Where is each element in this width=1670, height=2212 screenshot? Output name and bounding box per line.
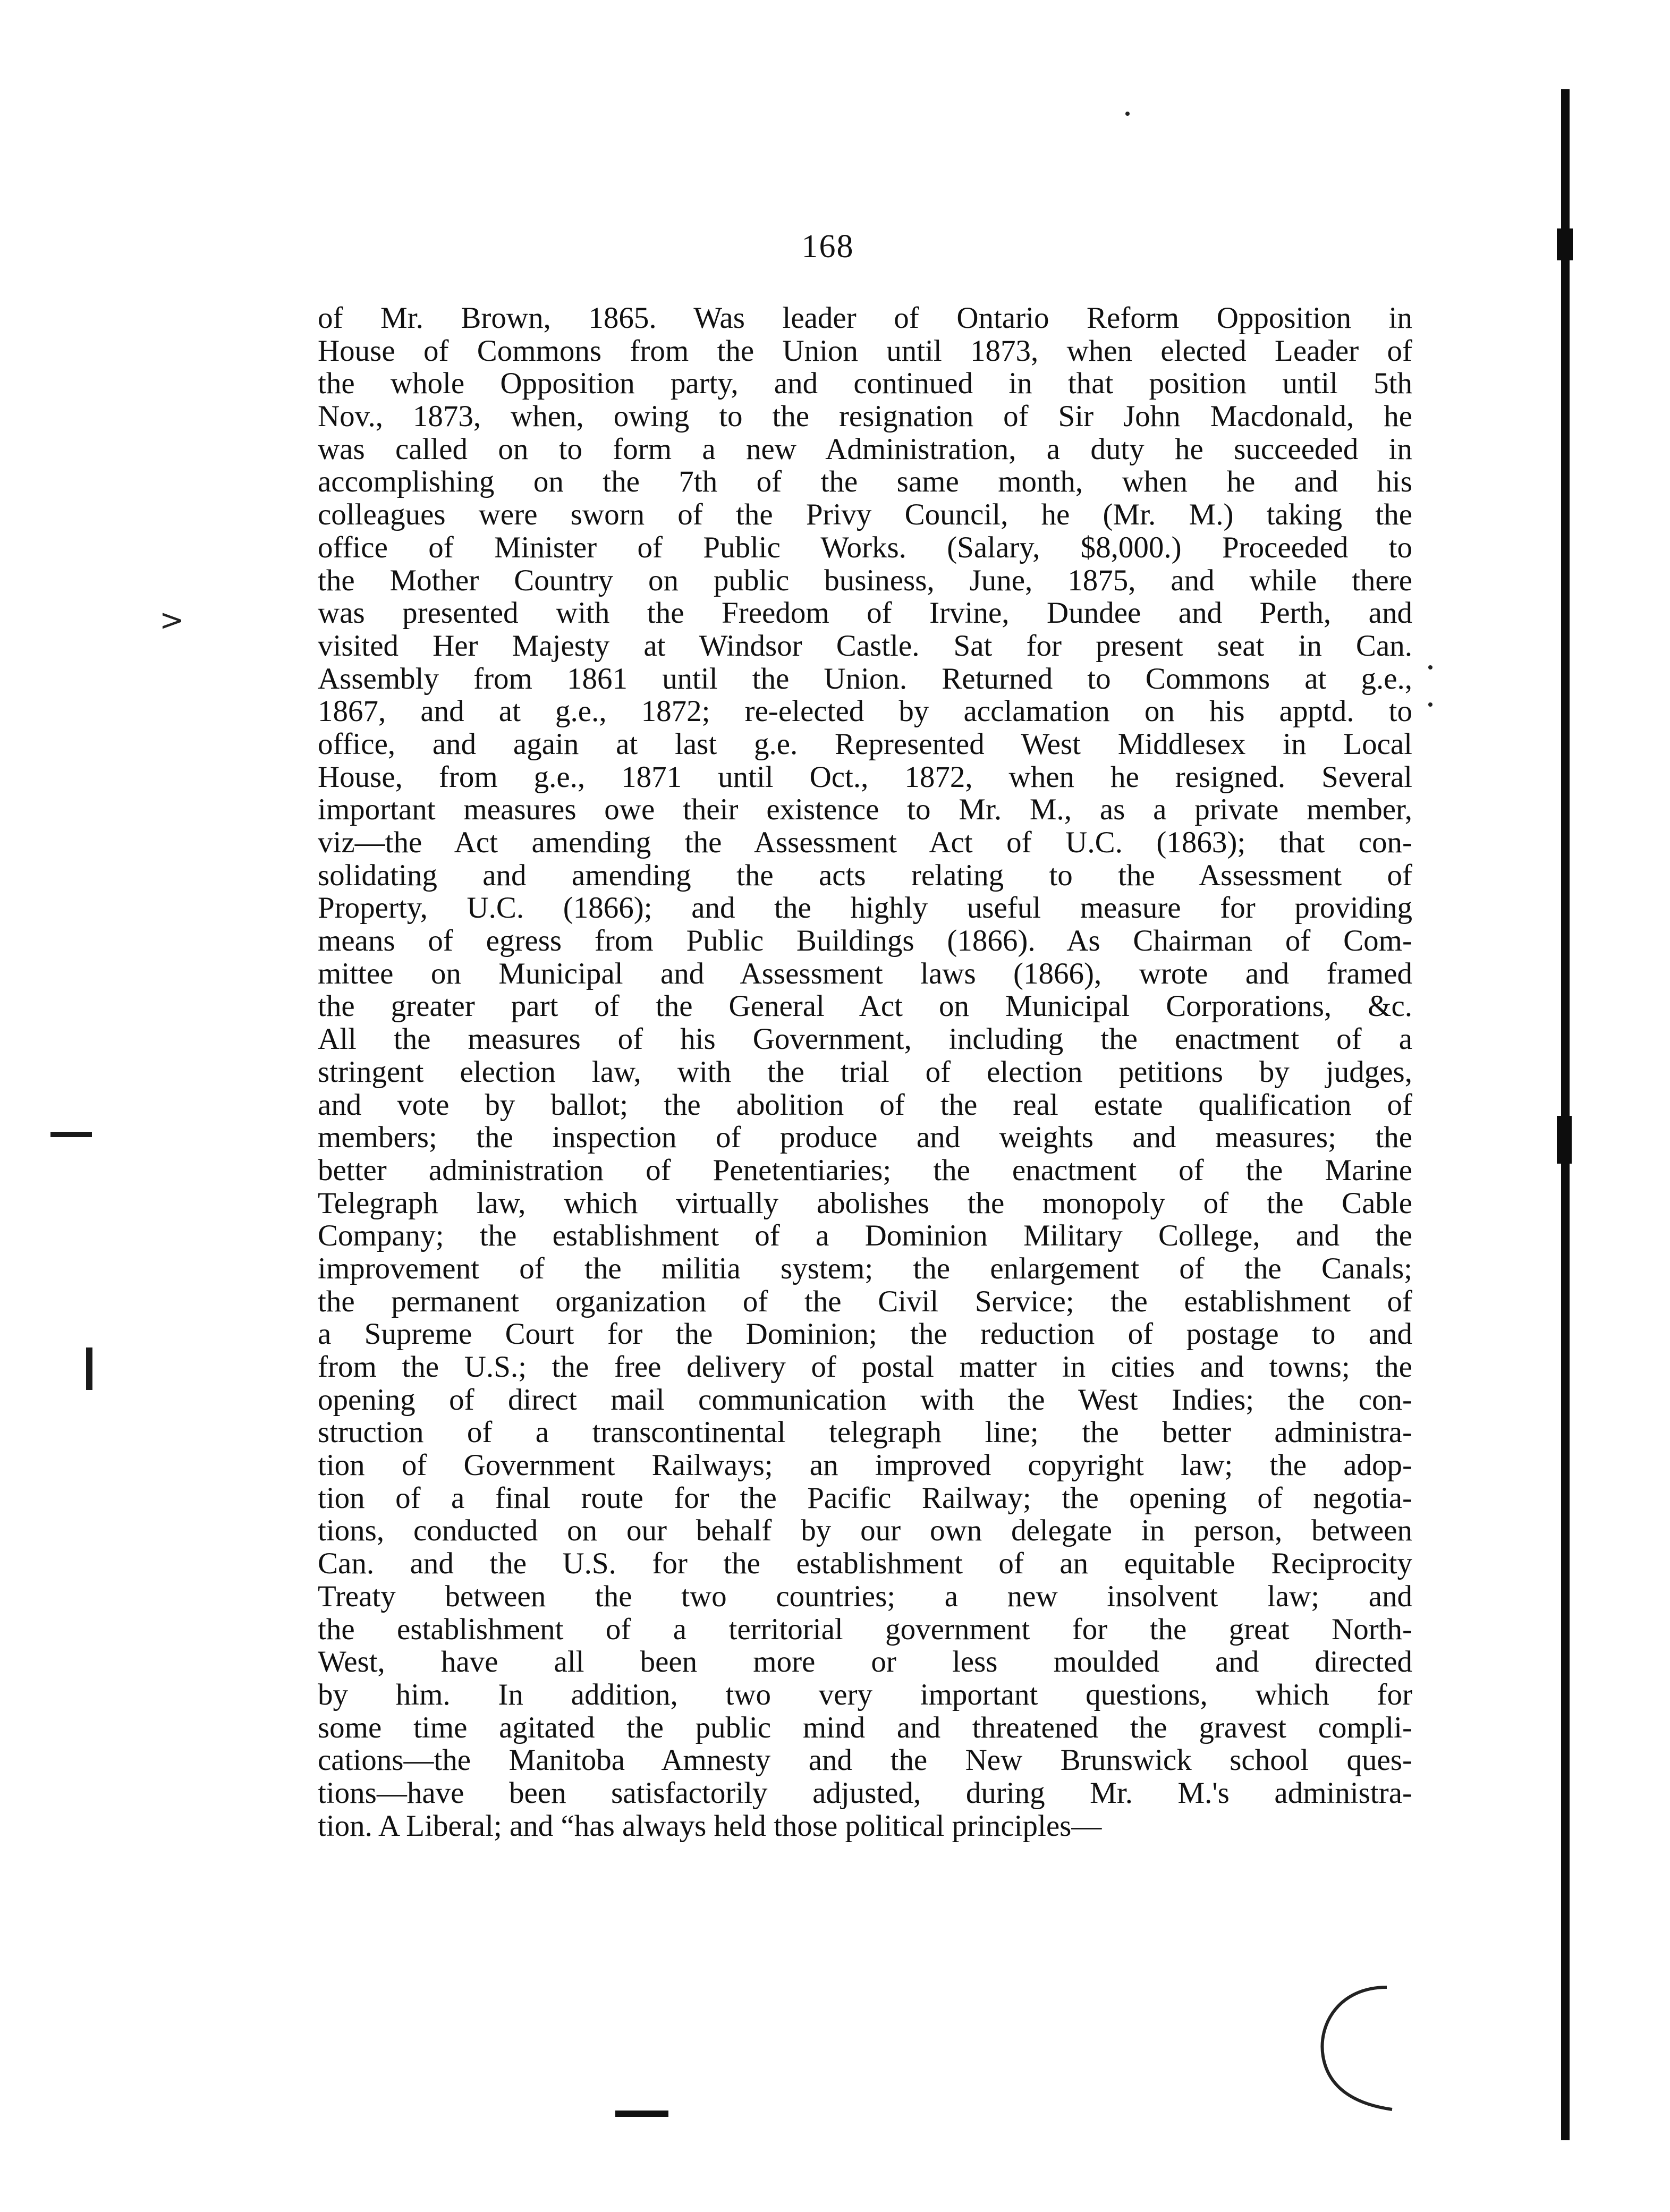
- text-line: the Mother Country on public business, June, 1875, and while there: [318, 563, 1412, 597]
- text-line: the permanent organization of the Civil Service; the establishment of: [318, 1284, 1412, 1318]
- margin-arrow-icon: >: [159, 603, 184, 638]
- text-line: tion of Government Railways; an improved copyright law; the adop-: [318, 1448, 1412, 1482]
- text-line: visited Her Majesty at Windsor Castle. Sat for present seat in Can.: [318, 629, 1412, 663]
- text-line: House of Commons from the Union until 1873, when elected Leader of: [318, 334, 1412, 368]
- body-text: [318, 302, 1412, 1842]
- text-line: stringent election law, with the trial of election petitions by judges,: [318, 1055, 1412, 1089]
- scan-binding-notch: [1557, 1116, 1572, 1164]
- text-line: tion. A Liberal; and “has always held those political principles—: [318, 1809, 1102, 1843]
- text-line: of Mr. Brown, 1865. Was leader of Ontario Reform Opposition in: [318, 301, 1412, 335]
- scan-bottom-mark: [615, 2111, 668, 2117]
- text-line: viz—the Act amending the Assessment Act of U.C. (1863); that con-: [318, 826, 1412, 859]
- text-line: All the measures of his Government, including the enactment of a: [318, 1022, 1412, 1056]
- text-line: some time agitated the public mind and threatened the gravest compli-: [318, 1710, 1412, 1744]
- text-line: tions, conducted on our behalf by our own delegate in person, between: [318, 1514, 1412, 1548]
- text-line: important measures owe their existence to Mr. M., as a private member,: [318, 793, 1412, 827]
- text-line: mittee on Municipal and Assessment laws (1866), wrote and framed: [318, 956, 1412, 990]
- text-line: the establishment of a territorial government for the great North-: [318, 1612, 1412, 1646]
- text-line: tion of a final route for the Pacific Railway; the opening of negotia-: [318, 1481, 1412, 1515]
- text-line: was called on to form a new Administration, a duty he succeeded in: [318, 432, 1412, 466]
- text-line: Assembly from 1861 until the Union. Returned to Commons at g.e.,: [318, 662, 1412, 696]
- text-line: members; the inspection of produce and weights and measures; the: [318, 1121, 1412, 1155]
- page-number: 168: [801, 228, 854, 265]
- text-line: 1867, and at g.e., 1872; re-elected by acclamation on his apptd. to: [318, 694, 1412, 728]
- scan-margin-mark: [86, 1347, 92, 1390]
- scan-binding-notch: [1557, 228, 1573, 260]
- text-line: solidating and amending the acts relating to the Assessment of: [318, 858, 1412, 892]
- text-line: colleagues were sworn of the Privy Council, he (Mr. M.) taking the: [318, 498, 1412, 532]
- text-line: from the U.S.; the free delivery of postal matter in cities and towns; the: [318, 1350, 1412, 1384]
- text-line: and vote by ballot; the abolition of the real estate qualification of: [318, 1088, 1412, 1122]
- text-line: the whole Opposition party, and continued in that position until 5th: [318, 367, 1412, 401]
- text-line: was presented with the Freedom of Irvine, Dundee and Perth, and: [318, 596, 1412, 630]
- text-line: accomplishing on the 7th of the same month, when he and his: [318, 465, 1412, 499]
- text-line: a Supreme Court for the Dominion; the reduction of postage to and: [318, 1317, 1412, 1351]
- text-line: by him. In addition, two very important questions, which for: [318, 1677, 1412, 1711]
- text-line: improvement of the militia system; the enlargement of the Canals;: [318, 1251, 1412, 1285]
- scan-speck: [1428, 702, 1432, 707]
- text-line: struction of a transcontinental telegraph line; the better administra-: [318, 1416, 1412, 1450]
- scan-binding-edge: [1561, 89, 1570, 2140]
- text-line: better administration of Penetentiaries; the enactment of the Marine: [318, 1153, 1412, 1187]
- text-line: Company; the establishment of a Dominion Military College, and the: [318, 1219, 1412, 1253]
- text-line: West, have all been more or less moulded and directed: [318, 1645, 1412, 1679]
- scan-arc-mark: [1307, 1977, 1403, 2115]
- text-line: Treaty between the two countries; a new insolvent law; and: [318, 1579, 1412, 1613]
- text-line: opening of direct mail communication with the West Indies; the con-: [318, 1383, 1412, 1417]
- scan-margin-mark: [50, 1132, 92, 1137]
- text-line: House, from g.e., 1871 until Oct., 1872, when he resigned. Several: [318, 760, 1412, 794]
- scan-speck: [1125, 112, 1130, 116]
- text-line: Telegraph law, which virtually abolishes the monopoly of the Cable: [318, 1186, 1412, 1220]
- text-line: Property, U.C. (1866); and the highly useful measure for providing: [318, 891, 1412, 925]
- text-line: means of egress from Public Buildings (1866). As Chairman of Com-: [318, 924, 1412, 958]
- text-line: Nov., 1873, when, owing to the resignation of Sir John Macdonald, he: [318, 400, 1412, 434]
- text-line: Can. and the U.S. for the establishment of an equitable Reciprocity: [318, 1547, 1412, 1581]
- text-line: office of Minister of Public Works. (Salary, $8,000.) Proceeded to: [318, 530, 1412, 564]
- text-line: tions—have been satisfactorily adjusted, during Mr. M.'s administra-: [318, 1776, 1412, 1810]
- text-line: the greater part of the General Act on Municipal Corporations, &c.: [318, 989, 1412, 1023]
- text-line: cations—the Manitoba Amnesty and the New Brunswick school ques-: [318, 1743, 1412, 1777]
- text-line: office, and again at last g.e. Represented West Middlesex in Local: [318, 727, 1412, 761]
- scan-speck: [1428, 665, 1432, 669]
